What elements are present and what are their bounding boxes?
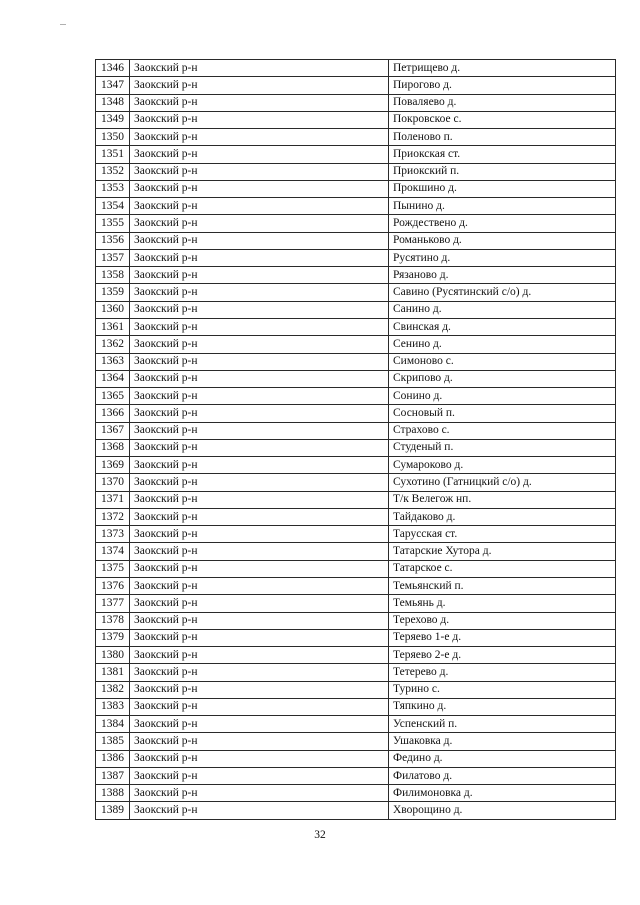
table-row <box>96 232 616 249</box>
table-row <box>96 785 616 802</box>
row-number: 1369 <box>96 457 130 474</box>
settlement-name: Темьянский п. <box>389 577 616 594</box>
row-number: 1350 <box>96 129 130 146</box>
district-name: Заокский р-н <box>130 215 389 232</box>
row-number: 1351 <box>96 146 130 163</box>
row-number: 1353 <box>96 180 130 197</box>
row-number: 1361 <box>96 318 130 335</box>
district-name: Заокский р-н <box>130 750 389 767</box>
table-row <box>96 474 616 491</box>
row-number: 1386 <box>96 750 130 767</box>
settlement-name: Ушаковка д. <box>389 733 616 750</box>
table-row <box>96 111 616 128</box>
row-number: 1346 <box>96 60 130 77</box>
row-number: 1368 <box>96 439 130 456</box>
table-row <box>96 647 616 664</box>
table-row <box>96 267 616 284</box>
district-name: Заокский р-н <box>130 163 389 180</box>
district-name: Заокский р-н <box>130 560 389 577</box>
table-row <box>96 146 616 163</box>
table-row <box>96 457 616 474</box>
table-row <box>96 664 616 681</box>
settlement-name: Терехово д. <box>389 612 616 629</box>
settlement-name: Прокшино д. <box>389 180 616 197</box>
table-row <box>96 733 616 750</box>
settlement-name: Рождествено д. <box>389 215 616 232</box>
row-number: 1385 <box>96 733 130 750</box>
table-row <box>96 543 616 560</box>
settlement-name: Страхово с. <box>389 422 616 439</box>
row-number: 1387 <box>96 767 130 784</box>
row-number: 1378 <box>96 612 130 629</box>
row-number: 1360 <box>96 301 130 318</box>
row-number: 1363 <box>96 353 130 370</box>
settlement-name: Филимоновка д. <box>389 785 616 802</box>
table-row <box>96 577 616 594</box>
row-number: 1348 <box>96 94 130 111</box>
settlement-name: Приокский п. <box>389 163 616 180</box>
district-name: Заокский р-н <box>130 77 389 94</box>
settlement-name: Темьянь д. <box>389 595 616 612</box>
district-name: Заокский р-н <box>130 146 389 163</box>
row-number: 1380 <box>96 647 130 664</box>
table-row <box>96 439 616 456</box>
settlement-name: Поваляево д. <box>389 94 616 111</box>
row-number: 1367 <box>96 422 130 439</box>
row-number: 1376 <box>96 577 130 594</box>
settlement-name: Савино (Русятинский с/о) д. <box>389 284 616 301</box>
table-row <box>96 388 616 405</box>
table-row <box>96 526 616 543</box>
table-row <box>96 301 616 318</box>
district-name: Заокский р-н <box>130 457 389 474</box>
table-row <box>96 595 616 612</box>
row-number: 1373 <box>96 526 130 543</box>
settlement-name: Татарские Хутора д. <box>389 543 616 560</box>
district-name: Заокский р-н <box>130 301 389 318</box>
district-name: Заокский р-н <box>130 94 389 111</box>
row-number: 1375 <box>96 560 130 577</box>
district-name: Заокский р-н <box>130 318 389 335</box>
row-number: 1389 <box>96 802 130 819</box>
district-name: Заокский р-н <box>130 249 389 266</box>
district-name: Заокский р-н <box>130 543 389 560</box>
table-row <box>96 422 616 439</box>
district-name: Заокский р-н <box>130 802 389 819</box>
table-row <box>96 336 616 353</box>
district-name: Заокский р-н <box>130 111 389 128</box>
district-name: Заокский р-н <box>130 681 389 698</box>
settlement-name: Сухотино (Гатницкий с/о) д. <box>389 474 616 491</box>
table-row <box>96 681 616 698</box>
table-row <box>96 180 616 197</box>
district-name: Заокский р-н <box>130 767 389 784</box>
district-name: Заокский р-н <box>130 370 389 387</box>
district-name: Заокский р-н <box>130 336 389 353</box>
row-number: 1357 <box>96 249 130 266</box>
table-body <box>96 60 616 820</box>
table-row <box>96 716 616 733</box>
settlement-name: Студеный п. <box>389 439 616 456</box>
table-row <box>96 353 616 370</box>
table-row <box>96 629 616 646</box>
settlement-name: Теряево 1-е д. <box>389 629 616 646</box>
row-number: 1388 <box>96 785 130 802</box>
settlement-name: Поленово п. <box>389 129 616 146</box>
table-row <box>96 77 616 94</box>
settlement-name: Федино д. <box>389 750 616 767</box>
settlement-name: Романьково д. <box>389 232 616 249</box>
settlement-name: Т/к Велегож нп. <box>389 491 616 508</box>
district-name: Заокский р-н <box>130 388 389 405</box>
row-number: 1362 <box>96 336 130 353</box>
row-number: 1365 <box>96 388 130 405</box>
row-number: 1371 <box>96 491 130 508</box>
settlement-name: Татарское с. <box>389 560 616 577</box>
district-name: Заокский р-н <box>130 198 389 215</box>
row-number: 1349 <box>96 111 130 128</box>
district-name: Заокский р-н <box>130 612 389 629</box>
settlement-name: Пынино д. <box>389 198 616 215</box>
table-row <box>96 612 616 629</box>
table-row <box>96 491 616 508</box>
district-name: Заокский р-н <box>130 284 389 301</box>
table-row <box>96 284 616 301</box>
settlement-name: Тяпкино д. <box>389 698 616 715</box>
table-row <box>96 215 616 232</box>
row-number: 1355 <box>96 215 130 232</box>
district-name: Заокский р-н <box>130 577 389 594</box>
settlement-name: Филатово д. <box>389 767 616 784</box>
settlement-name: Пирогово д. <box>389 77 616 94</box>
table-row <box>96 405 616 422</box>
row-number: 1352 <box>96 163 130 180</box>
settlement-name: Тайдаково д. <box>389 508 616 525</box>
row-number: 1347 <box>96 77 130 94</box>
district-name: Заокский р-н <box>130 698 389 715</box>
district-name: Заокский р-н <box>130 474 389 491</box>
row-number: 1379 <box>96 629 130 646</box>
district-name: Заокский р-н <box>130 647 389 664</box>
district-name: Заокский р-н <box>130 733 389 750</box>
table-row <box>96 802 616 819</box>
district-name: Заокский р-н <box>130 664 389 681</box>
settlement-name: Сенино д. <box>389 336 616 353</box>
settlement-name: Хворощино д. <box>389 802 616 819</box>
settlement-name: Тарусская ст. <box>389 526 616 543</box>
scan-mark <box>60 24 66 25</box>
settlement-name: Скрипово д. <box>389 370 616 387</box>
table-row <box>96 249 616 266</box>
settlement-name: Петрищево д. <box>389 60 616 77</box>
district-name: Заокский р-н <box>130 785 389 802</box>
row-number: 1356 <box>96 232 130 249</box>
district-name: Заокский р-н <box>130 267 389 284</box>
settlement-name: Покровское с. <box>389 111 616 128</box>
table-row <box>96 698 616 715</box>
table-row <box>96 198 616 215</box>
row-number: 1374 <box>96 543 130 560</box>
settlement-name: Рязаново д. <box>389 267 616 284</box>
settlement-name: Сонино д. <box>389 388 616 405</box>
table-row <box>96 163 616 180</box>
settlement-name: Санино д. <box>389 301 616 318</box>
district-name: Заокский р-н <box>130 716 389 733</box>
table-row <box>96 560 616 577</box>
settlement-name: Свинская д. <box>389 318 616 335</box>
table-row <box>96 750 616 767</box>
district-name: Заокский р-н <box>130 180 389 197</box>
row-number: 1358 <box>96 267 130 284</box>
district-name: Заокский р-н <box>130 422 389 439</box>
table-row <box>96 94 616 111</box>
row-number: 1372 <box>96 508 130 525</box>
row-number: 1384 <box>96 716 130 733</box>
page-number: 32 <box>314 829 326 841</box>
table-row <box>96 318 616 335</box>
settlement-name: Тетерево д. <box>389 664 616 681</box>
row-number: 1377 <box>96 595 130 612</box>
district-name: Заокский р-н <box>130 595 389 612</box>
settlement-name: Симоново с. <box>389 353 616 370</box>
row-number: 1383 <box>96 698 130 715</box>
district-name: Заокский р-н <box>130 60 389 77</box>
row-number: 1381 <box>96 664 130 681</box>
table-row <box>96 767 616 784</box>
row-number: 1366 <box>96 405 130 422</box>
settlement-name: Приокская ст. <box>389 146 616 163</box>
district-name: Заокский р-н <box>130 405 389 422</box>
settlement-name: Успенский п. <box>389 716 616 733</box>
district-name: Заокский р-н <box>130 508 389 525</box>
district-name: Заокский р-н <box>130 129 389 146</box>
district-name: Заокский р-н <box>130 439 389 456</box>
row-number: 1382 <box>96 681 130 698</box>
settlement-name: Сосновый п. <box>389 405 616 422</box>
settlement-name: Теряево 2-е д. <box>389 647 616 664</box>
settlement-name: Турино с. <box>389 681 616 698</box>
table-row <box>96 60 616 77</box>
table-row <box>96 129 616 146</box>
settlement-name: Русятино д. <box>389 249 616 266</box>
settlement-name: Сумароково д. <box>389 457 616 474</box>
district-name: Заокский р-н <box>130 232 389 249</box>
row-number: 1364 <box>96 370 130 387</box>
row-number: 1359 <box>96 284 130 301</box>
row-number: 1354 <box>96 198 130 215</box>
table-row <box>96 508 616 525</box>
row-number: 1370 <box>96 474 130 491</box>
district-name: Заокский р-н <box>130 526 389 543</box>
district-name: Заокский р-н <box>130 353 389 370</box>
district-name: Заокский р-н <box>130 629 389 646</box>
settlements-table <box>95 59 616 820</box>
table-row <box>96 370 616 387</box>
district-name: Заокский р-н <box>130 491 389 508</box>
